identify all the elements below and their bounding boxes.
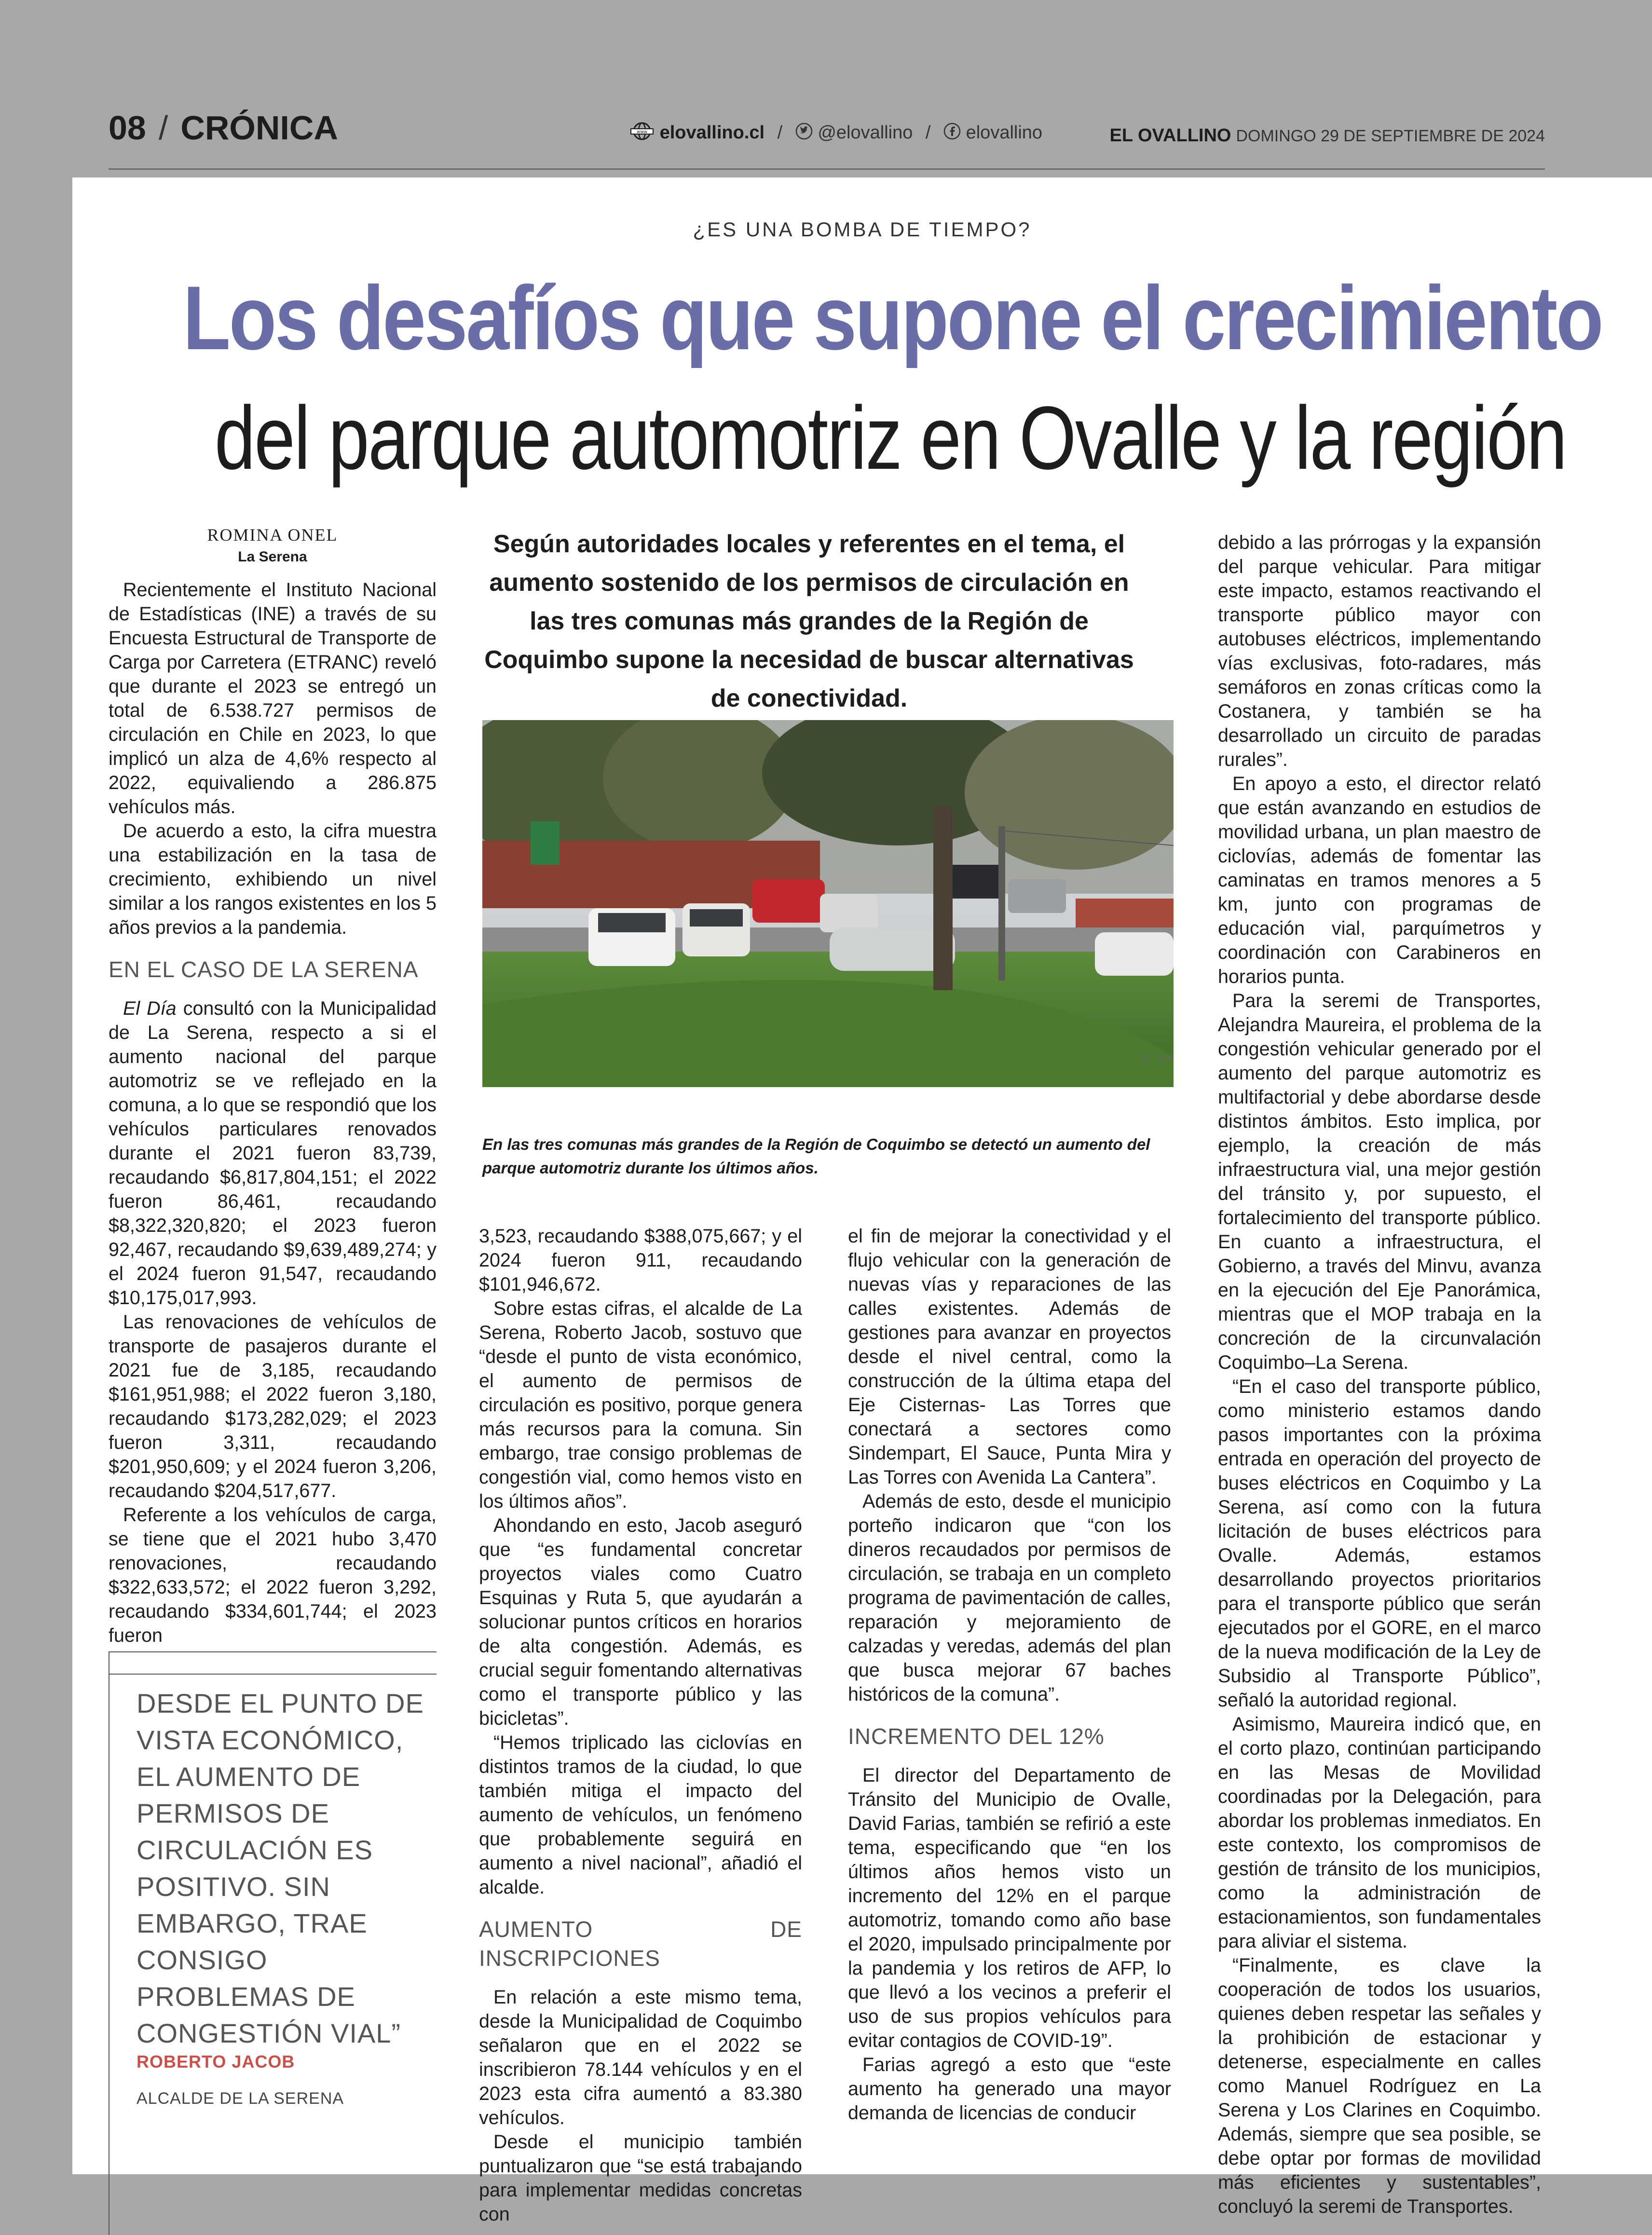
- quote-author: ROBERTO JACOB: [137, 2052, 295, 2071]
- newspaper-name: EL OVALLINO: [1109, 125, 1231, 146]
- twitter-handle[interactable]: @elovallino: [818, 123, 913, 143]
- page-number: 08: [109, 109, 146, 147]
- edition-date: DOMINGO 29 DE SEPTIEMBRE DE 2024: [1236, 127, 1545, 145]
- quote-rule-top: [109, 1651, 437, 1652]
- column-4: [1218, 531, 1541, 2219]
- photo-caption: En las tres comunas más grandes de la Región de Coquimbo se detectó un aumento del parque automotriz durante los últimos años.: [482, 1135, 1150, 1177]
- header-divider: [109, 168, 1545, 170]
- separator: /: [777, 123, 783, 143]
- paragraph: De acuerdo a esto, la cifra muestra una estabilización en la tasa de crecimiento, exhibiendo un nivel similar a los rangos existentes en los 5 años previos a la pandemia.: [109, 820, 437, 938]
- paragraph: Para la seremi de Transportes, Alejandra Maureira, el problema de la congestión vehicular generado por el aumento del parque automotriz es multifactorial y debe abordarse desde distintos ámbitos. Esto implica, por ejemplo, la creación de más infraestructura vial, una mejor gestión del tránsito y, por supuesto, el fortalecimiento del transporte público. En cuanto a infraestructura, el Gobierno, a través del Minvu, avanza en la ejecución del Eje Panorámica, mientras que el MOP trabaja en la concreción de la circunvalación Coquimbo–La Serena.: [1218, 990, 1541, 1373]
- paragraph: En relación a este mismo tema, desde la Municipalidad de Coquimbo señalaron que en el 2022 se inscribieron 78.144 vehículos y en el 2023 esta cifra aumentó a 83.380 vehículos.: [479, 1987, 802, 2128]
- column-3: [848, 1224, 1171, 2125]
- section-name: CRÓNICA: [180, 109, 338, 147]
- column-2: [479, 1224, 802, 2226]
- paragraph: 3,523, recaudando $388,075,667; y el 2024 fueron 911, recaudando $101,946,672.: [479, 1226, 802, 1295]
- separator: /: [925, 123, 931, 143]
- photo-credit: EL DÍA: [1140, 1053, 1174, 1064]
- headline-line2: del parque automotriz en Ovalle y la región: [214, 388, 1566, 488]
- pull-quote: DESDE EL PUNTO DE VISTA ECONÓMICO, EL AUMENTO DE PERMISOS DE CIRCULACIÓN ES POSITIVO. SIN EMBARGO, TRAE CONSIGO PROBLEMAS DE CONGESTIÓN VIAL”: [137, 1688, 424, 2048]
- lead-paragraph: Según autoridades locales y referentes en el tema, el aumento sostenido de los permisos de circulación en las tres comunas más grandes de la Región de Coquimbo supone la necesidad de buscar alternativas de conectividad.: [484, 530, 1134, 712]
- paragraph: Referente a los vehículos de carga, se tiene que el 2021 hubo 3,470 renovaciones, recaudando $322,633,572; el 2022 fueron 3,292, recaudando $334,601,744; el 2023 fueron: [109, 1504, 437, 1646]
- paragraph: En apoyo a esto, el director relató que están avanzando en estudios de movilidad urbana, un plan maestro de ciclovías, además de fomentar las caminatas en tramos menores a 5 km, junto con programas de educación vial, parquímetros y coordinación con Carabineros en horarios punta.: [1218, 773, 1541, 987]
- paragraph: debido a las prórrogas y la expansión del parque vehicular. Para mitigar este impacto, estamos reactivando el transporte público mayor con autobuses eléctricos, implementando vías exclusivas, foto-radares, más semáforos en zonas críticas como la Costanera, y también se ha desarrollado un circuito de paradas rurales”.: [1218, 532, 1541, 770]
- paragraph: Recientemente el Instituto Nacional de Estadísticas (INE) a través de su Encuesta Estructural de Transporte de Carga por Carretera (ETRANC) reveló que durante el 2023 se entregó un total de 6.538.727 permisos de circulación en Chile en 2023, lo que implicó un alza de 4,6% respecto al 2022, equivaliendo a 286.875 vehículos más.: [109, 579, 437, 818]
- paragraph: Desde el municipio también puntualizaron que “se está trabajando para implementar medidas concretas con: [479, 2131, 802, 2225]
- quote-rule-bottom: [109, 1674, 437, 1675]
- column-1: [109, 578, 437, 1648]
- facebook-icon[interactable]: [943, 123, 961, 145]
- paragraph: Ahondando en esto, Jacob aseguró que “es fundamental concretar proyectos viales como Cuatro Esquinas y Ruta 5, que ayudarán a solucionar puntos críticos en horarios de alta congestión. Además, es crucial seguir fomentando alternativas como el transporte público y las bicicletas”.: [479, 1515, 802, 1729]
- subheading: INCREMENTO DEL 12%: [848, 1724, 1105, 1749]
- separator: /: [158, 109, 168, 147]
- svg-text:www: www: [636, 130, 648, 135]
- paragraph: El Día consultó con la Municipalidad de La Serena, respecto a si el aumento nacional del parque automotriz se ve reflejado en la comuna, a lo que se respondió que los vehículos particulares renovados durante el 2021 fueron 83,739, recaudando $6,817,804,151; el 2022 fueron 86,461, recaudando $8,322,320,820; el 2023 fueron 92,467, recaudando $9,639,489,274; y el 2024 fueron 91,547, recaudando $10,175,017,993.: [109, 998, 437, 1308]
- social-links: [629, 122, 1042, 146]
- headline-line1: Los desafíos que supone el crecimiento: [183, 267, 1602, 368]
- website-link[interactable]: elovallino.cl: [659, 123, 765, 143]
- facebook-handle[interactable]: elovallino: [966, 123, 1043, 143]
- paragraph: Además de esto, desde el municipio porteño indicaron que “con los dineros recaudados por permisos de circulación, se trabaja en un completo programa de pavimentación de calles, reparación y mejoramiento de calzadas y veredas, además del plan que busca mejorar 67 baches históricos de la comuna”.: [848, 1491, 1171, 1705]
- paragraph: Las renovaciones de vehículos de transporte de pasajeros durante el 2021 fue de 3,185, recaudando $161,951,988; el 2022 fueron 3,180, recaudando $173,282,029; el 2023 fueron 3,311, recaudando $201,950,609; y el 2024 fueron 3,206, recaudando $204,517,677.: [109, 1311, 437, 1501]
- paragraph: El director del Departamento de Tránsito del Municipio de Ovalle, David Farias, también se refirió a este tema, especificando que “en los últimos años hemos visto un incremento del 12% en el parque automotriz, tomando como año base el 2020, impulsado principalmente por la pandemia y los retiros de AFP, lo que llevó a los vecinos a preferir el uso de sus propios vehículos para evitar contagios de COVID-19”.: [848, 1765, 1171, 2051]
- section-header: [109, 109, 338, 147]
- paragraph: “En el caso del transporte público, como ministerio estamos dando pasos importantes con la próxima entrada en operación del proyecto de buses eléctricos en Coquimbo y La Serena, así como con la futura licitación de buses eléctricos para Ovalle. Además, estamos desarrollando proyectos prioritarios para el transporte público que serán ejecutados por el GORE, en el marco de la nueva modificación de la Ley de Subsidio al Transporte Público”, señaló la autoridad regional.: [1218, 1376, 1541, 1711]
- paragraph: Sobre estas cifras, el alcalde de La Serena, Roberto Jacob, sostuvo que “desde el punto de vista económico, el aumento de permisos de circulación es positivo, porque genera más recursos para la comuna. Sin embargo, trae consigo problemas de congestión vial, como hemos visto en los últimos años”.: [479, 1298, 802, 1512]
- author-location: La Serena: [238, 549, 307, 565]
- paragraph: “Finalmente, es clave la cooperación de todos los usuarios, quienes deben respetar las señales y la prohibición de estacionar y detenerse, especialmente en calles como Manuel Rodríguez en La Serena y Los Clarines en Coquimbo. Además, siempre que sea posible, se debe optar por formas de movilidad más eficientes y sustentables”, concluyó la seremi de Transportes.: [1218, 1955, 1541, 2217]
- paragraph: Farias agregó a esto que “este aumento ha generado una mayor demanda de licencias de conducir: [848, 2054, 1171, 2124]
- article-photo: [482, 720, 1174, 1087]
- web-icon: [629, 122, 655, 146]
- kicker: ¿ES UNA BOMBA DE TIEMPO?: [693, 218, 1032, 241]
- subheading: EN EL CASO DE LA SERENA: [109, 957, 419, 982]
- author-name: ROMINA ONEL: [207, 525, 338, 545]
- paragraph: el fin de mejorar la conectividad y el flujo vehicular con la generación de nuevas vías y reparaciones de las calles existentes. Además de gestiones para avanzar en proyectos desde el nivel central, como la construcción de la última etapa del Eje Cisternas- Las Torres que conectará a sectores como Sindempart, El Sauce, Punta Mira y Las Torres con Avenida La Cantera”.: [848, 1226, 1171, 1488]
- masthead: [1110, 125, 1545, 146]
- paragraph: “Hemos triplicado las ciclovías en distintos tramos de la ciudad, lo que también mitiga el impacto del aumento de vehículos, un fenómeno que probablemente seguirá en aumento a nivel nacional”, añadió el alcalde.: [479, 1732, 802, 1898]
- twitter-icon[interactable]: [795, 123, 813, 145]
- subheading: AUMENTO DE INSCRIPCIONES: [479, 1917, 802, 1971]
- quote-author-role: ALCALDE DE LA SERENA: [137, 2089, 344, 2108]
- paragraph: Asimismo, Maureira indicó que, en el corto plazo, continúan participando en las Mesas de Movilidad coordinadas por la Delegación, para abordar los problemas inmediatos. En este contexto, los compromisos de gestión de tránsito de los municipios, como la administración de estacionamientos, son fundamentales para aliviar el sistema.: [1218, 1714, 1541, 1952]
